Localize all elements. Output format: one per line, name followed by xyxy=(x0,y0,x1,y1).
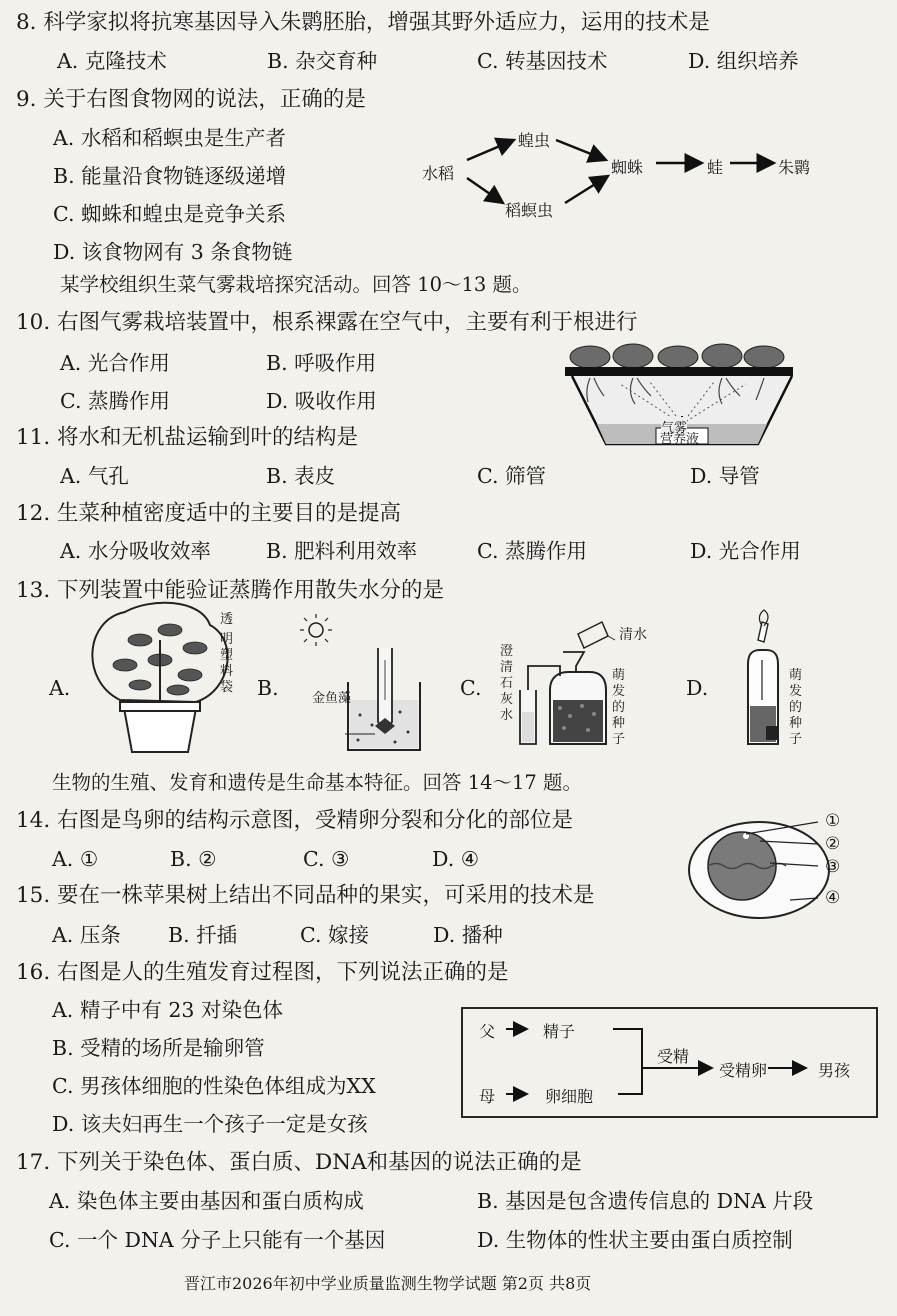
q13-fig-a-label-char-2: 明 xyxy=(220,632,234,647)
q8-stem: 8. 科学家拟将抗寒基因导入朱鹮胚胎，增强其野外适应力，运用的技术是 xyxy=(16,10,710,35)
q17-stem: 17. 下列关于染色体、蛋白质、DNA和基因的说法正确的是 xyxy=(16,1150,582,1175)
web-node-locust: 蝗虫 xyxy=(518,131,551,150)
q13-fig-b-label: 金鱼藻 xyxy=(312,691,352,706)
flow-father: 父 xyxy=(479,1022,496,1041)
q14-option-d: D. ④ xyxy=(432,847,480,871)
flow-sperm: 精子 xyxy=(543,1022,576,1041)
flow-zygote: 受精卵 xyxy=(719,1061,768,1080)
web-node-rice: 水稻 xyxy=(422,164,455,183)
q11-option-b: B. 表皮 xyxy=(266,464,336,488)
q9-stem: 9. 关于右图食物网的说法，正确的是 xyxy=(16,87,366,112)
web-node-ibis: 朱鹮 xyxy=(778,158,811,177)
intro-section-14-17: 生物的生殖、发育和遗传是生命基本特征。回答 14～17 题。 xyxy=(52,771,583,794)
q11-stem: 11. 将水和无机盐运输到叶的结构是 xyxy=(16,425,359,450)
q13-fig-c-lime-2: 清 xyxy=(500,660,514,675)
flow-mother: 母 xyxy=(479,1087,496,1106)
q14-stem: 14. 右图是鸟卵的结构示意图，受精卵分裂和分化的部位是 xyxy=(16,808,574,833)
q13-fig-a-label-char-1: 透 xyxy=(220,612,234,627)
q10-option-a: A. 光合作用 xyxy=(60,351,170,375)
q13-fig-c-seeds-3: 的 xyxy=(612,700,626,715)
q16-option-c: C. 男孩体细胞的性染色体组成为XX xyxy=(52,1074,376,1098)
q13-fig-c-seeds-5: 子 xyxy=(612,732,626,747)
q13-fig-a-label-char-3: 塑 xyxy=(220,648,234,663)
web-node-frog: 蛙 xyxy=(707,158,724,177)
q15-option-d: D. 播种 xyxy=(433,923,503,947)
q13-fig-c-lime-3: 石 xyxy=(500,676,514,691)
q14-option-a: A. ① xyxy=(52,847,99,871)
q8-option-b: B. 杂交育种 xyxy=(267,49,378,73)
q16-option-a: A. 精子中有 23 对染色体 xyxy=(52,998,283,1022)
q11-option-a: A. 气孔 xyxy=(60,464,129,488)
q17-option-a: A. 染色体主要由基因和蛋白质构成 xyxy=(49,1189,364,1213)
q11-option-d: D. 导管 xyxy=(690,464,760,488)
q9-option-d: D. 该食物网有 3 条食物链 xyxy=(53,240,293,264)
q14-option-c: C. ③ xyxy=(303,847,350,871)
q13-fig-d-seeds-4: 种 xyxy=(789,716,803,731)
q12-option-d: D. 光合作用 xyxy=(690,539,801,563)
q13-fig-d-seeds-2: 发 xyxy=(789,684,803,699)
intro-section-10-13: 某学校组织生菜气雾栽培探究活动。回答 10～13 题。 xyxy=(60,273,532,296)
flow-boy: 男孩 xyxy=(818,1061,851,1080)
q13-fig-a-label-char-4: 料 xyxy=(220,664,234,679)
fig-label-nutrient-solution: 营养液 xyxy=(660,432,700,447)
q10-option-b: B. 呼吸作用 xyxy=(266,351,377,375)
q13-fig-c-lime-4: 灰 xyxy=(500,692,514,707)
q13-fig-d-seeds-3: 的 xyxy=(789,700,803,715)
q17-option-d: D. 生物体的性状主要由蛋白质控制 xyxy=(477,1228,793,1252)
q11-option-c: C. 筛管 xyxy=(477,464,546,488)
q9-option-b: B. 能量沿食物链逐级递增 xyxy=(53,164,287,188)
flow-egg: 卵细胞 xyxy=(545,1087,594,1106)
q16-option-d: D. 该夫妇再生一个孩子一定是女孩 xyxy=(52,1112,368,1136)
egg-mark-4: ④ xyxy=(825,888,841,908)
q15-option-c: C. 嫁接 xyxy=(300,923,369,947)
q10-option-c: C. 蒸腾作用 xyxy=(60,389,170,413)
q17-option-c: C. 一个 DNA 分子上只能有一个基因 xyxy=(49,1228,386,1252)
page-footer: 晋江市2026年初中学业质量监测生物学试题 第2页 共8页 xyxy=(184,1274,592,1293)
q9-option-a: A. 水稻和稻螟虫是生产者 xyxy=(53,126,286,150)
q16-stem: 16. 右图是人的生殖发育过程图，下列说法正确的是 xyxy=(16,960,509,985)
q12-option-a: A. 水分吸收效率 xyxy=(60,539,211,563)
web-node-spider: 蜘蛛 xyxy=(611,158,644,177)
q13-label-b: B. xyxy=(257,676,279,700)
q10-stem: 10. 右图气雾栽培装置中，根系裸露在空气中，主要有利于根进行 xyxy=(16,310,638,335)
egg-mark-2: ② xyxy=(825,834,841,854)
fig-label-mist: 气雾 xyxy=(661,417,687,436)
q8-option-a: A. 克隆技术 xyxy=(57,49,167,73)
q12-option-b: B. 肥料利用效率 xyxy=(266,539,418,563)
q13-label-c: C. xyxy=(460,676,482,700)
q13-fig-c-seeds-1: 萌 xyxy=(612,668,626,683)
q13-fig-a-label-char-5: 袋 xyxy=(220,680,234,695)
q15-option-b: B. 扦插 xyxy=(168,923,238,947)
q13-fig-c-lime-1: 澄 xyxy=(500,644,514,659)
q12-option-c: C. 蒸腾作用 xyxy=(477,539,587,563)
q16-option-b: B. 受精的场所是输卵管 xyxy=(52,1036,265,1060)
q8-option-c: C. 转基因技术 xyxy=(477,49,608,73)
q12-stem: 12. 生菜种植密度适中的主要目的是提高 xyxy=(16,501,402,526)
q13-fig-c-seeds-2: 发 xyxy=(612,684,626,699)
q13-fig-d-seeds-1: 萌 xyxy=(789,668,803,683)
egg-mark-1: ① xyxy=(825,811,841,831)
q8-option-d: D. 组织培养 xyxy=(688,49,799,73)
q13-fig-c-label-water: 清水 xyxy=(619,627,647,643)
q13-fig-c-seeds-4: 种 xyxy=(612,716,626,731)
q13-stem: 13. 下列装置中能验证蒸腾作用散失水分的是 xyxy=(16,578,445,603)
q9-option-c: C. 蜘蛛和蝗虫是竞争关系 xyxy=(53,202,286,226)
q13-fig-c-lime-5: 水 xyxy=(500,708,514,723)
flow-fertilization: 受精 xyxy=(657,1047,690,1066)
q10-option-d: D. 吸收作用 xyxy=(266,389,377,413)
q13-label-a: A. xyxy=(49,676,71,700)
q14-option-b: B. ② xyxy=(170,847,217,871)
q13-fig-d-seeds-5: 子 xyxy=(789,732,803,747)
q17-option-b: B. 基因是包含遗传信息的 DNA 片段 xyxy=(477,1189,814,1213)
q15-option-a: A. 压条 xyxy=(52,923,121,947)
egg-mark-3: ③ xyxy=(825,857,841,877)
web-node-borer: 稻螟虫 xyxy=(505,201,554,220)
q15-stem: 15. 要在一株苹果树上结出不同品种的果实，可采用的技术是 xyxy=(16,883,595,908)
q13-label-d: D. xyxy=(686,676,709,700)
